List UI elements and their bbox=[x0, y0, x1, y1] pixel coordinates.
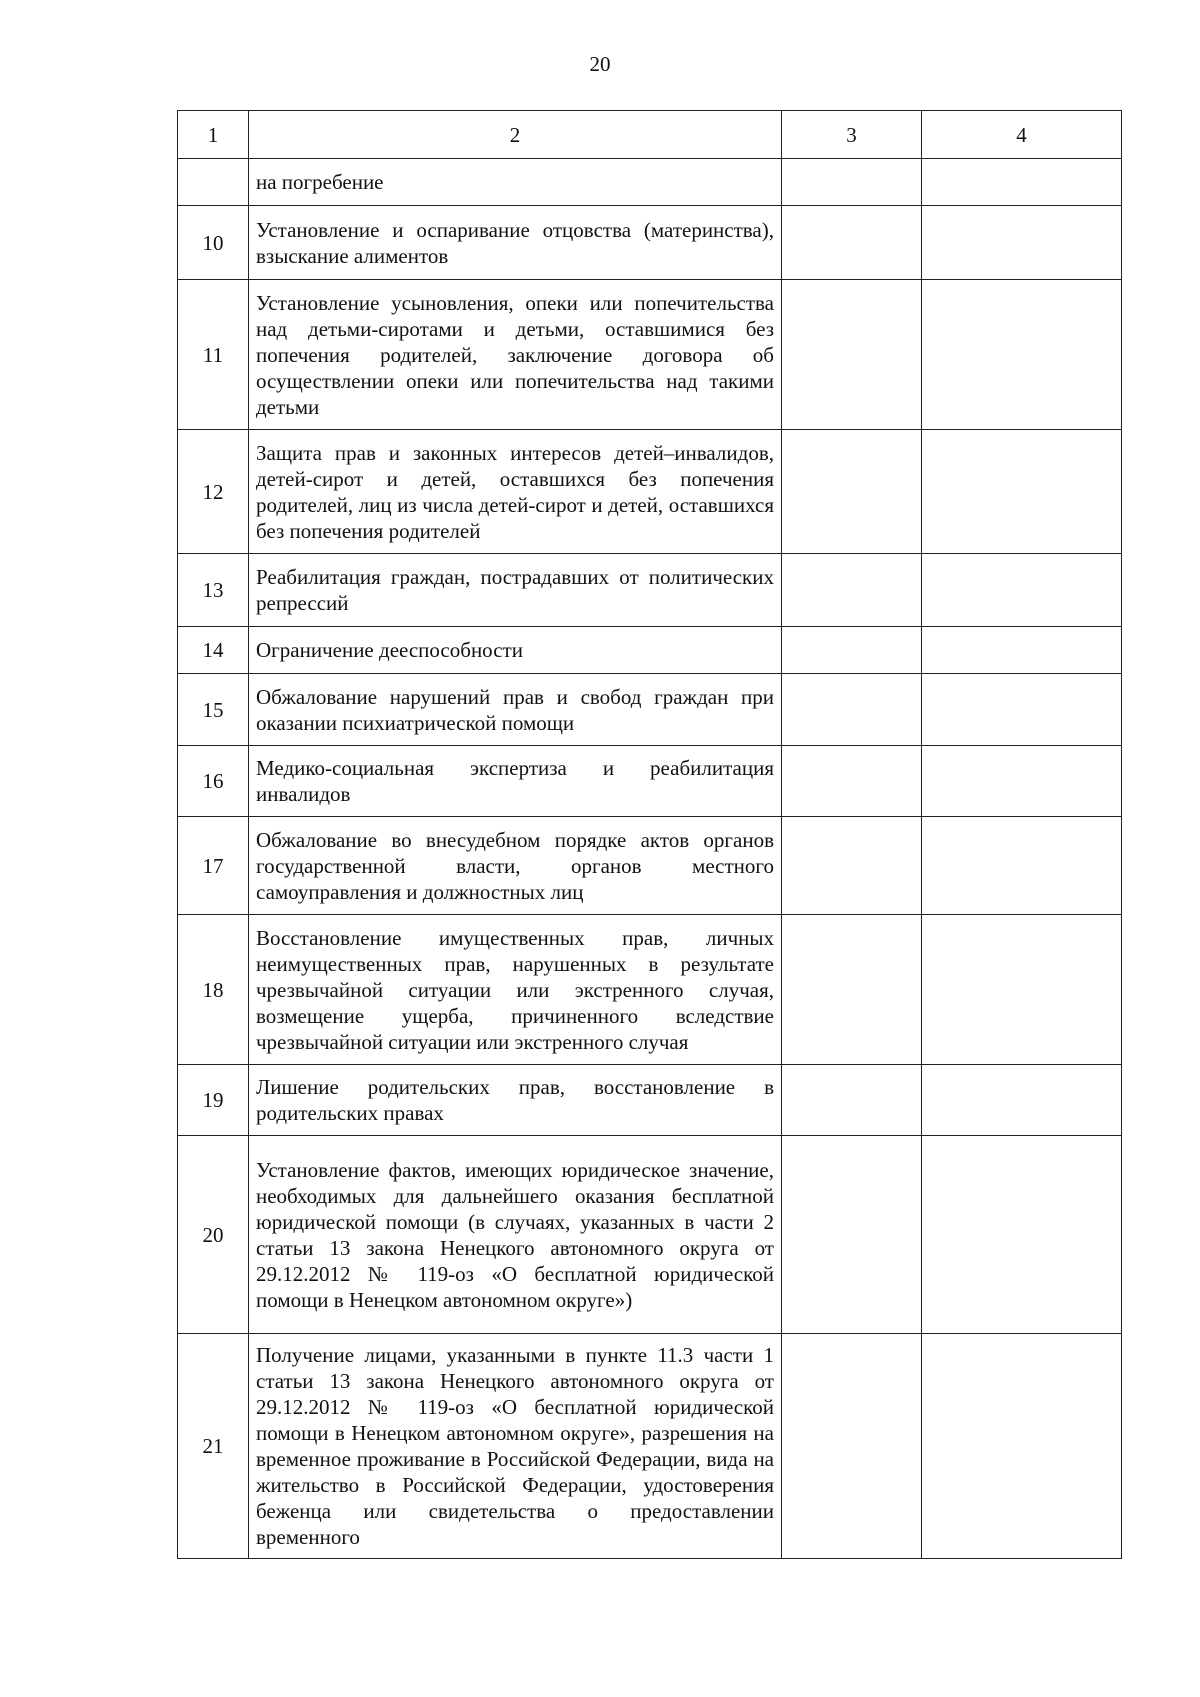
header-cell-3: 3 bbox=[782, 111, 922, 159]
document-table bbox=[177, 110, 1122, 1559]
row-cell-3 bbox=[782, 280, 922, 430]
row-cell-4 bbox=[922, 1065, 1122, 1136]
row-number: 21 bbox=[178, 1334, 249, 1559]
row-description: Медико-социальная экспертиза и реабилитация инвалидов bbox=[249, 746, 782, 817]
row-description: Ограничение дееспособности bbox=[249, 627, 782, 674]
row-cell-3 bbox=[782, 674, 922, 746]
row-description: Лишение родительских прав, восстановление в родительских правах bbox=[249, 1065, 782, 1136]
row-cell-3 bbox=[782, 915, 922, 1065]
table-row bbox=[178, 674, 1122, 746]
row-cell-4 bbox=[922, 746, 1122, 817]
row-number: 17 bbox=[178, 817, 249, 915]
row-cell-4 bbox=[922, 554, 1122, 627]
row-number: 16 bbox=[178, 746, 249, 817]
row-cell-4 bbox=[922, 1334, 1122, 1559]
row-cell-3 bbox=[782, 1065, 922, 1136]
row-cell-4 bbox=[922, 915, 1122, 1065]
row-description: Получение лицами, указанными в пункте 11.3 части 1 статьи 13 закона Ненецкого автономного округа от 29.12.2012 № 119-оз «О бесплатной юридической помощи в Ненецком автономном округе», разрешения на временное проживание в Российской Федерации, вида на жительство в Российской Федерации, удостоверения беженца или свидетельства о предоставлении временного bbox=[249, 1334, 782, 1559]
row-number: 11 bbox=[178, 280, 249, 430]
row-cell-4 bbox=[922, 280, 1122, 430]
table-row bbox=[178, 159, 1122, 206]
table-header-row bbox=[178, 111, 1122, 159]
table-row bbox=[178, 1136, 1122, 1334]
row-cell-4 bbox=[922, 430, 1122, 554]
row-number: 12 bbox=[178, 430, 249, 554]
page-number: 20 bbox=[589, 52, 611, 76]
row-description: на погребение bbox=[249, 159, 782, 206]
table-row bbox=[178, 746, 1122, 817]
row-cell-4 bbox=[922, 817, 1122, 915]
table-row bbox=[178, 915, 1122, 1065]
table-row bbox=[178, 1065, 1122, 1136]
row-number: 15 bbox=[178, 674, 249, 746]
row-description: Восстановление имущественных прав, личных неимущественных прав, нарушенных в результате чрезвычайной ситуации или экстренного случая, возмещение ущерба, причиненного вследствие чрезвычайной ситуации или экстренного случая bbox=[249, 915, 782, 1065]
table-row bbox=[178, 627, 1122, 674]
row-number: 20 bbox=[178, 1136, 249, 1334]
table-row bbox=[178, 280, 1122, 430]
row-description: Установление и оспаривание отцовства (материнства), взыскание алиментов bbox=[249, 206, 782, 280]
row-cell-4 bbox=[922, 159, 1122, 206]
row-number: 13 bbox=[178, 554, 249, 627]
row-cell-3 bbox=[782, 746, 922, 817]
row-cell-3 bbox=[782, 206, 922, 280]
table-row bbox=[178, 1334, 1122, 1559]
row-cell-3 bbox=[782, 627, 922, 674]
row-number: 18 bbox=[178, 915, 249, 1065]
table-row bbox=[178, 817, 1122, 915]
table-row bbox=[178, 554, 1122, 627]
row-description: Реабилитация граждан, пострадавших от политических репрессий bbox=[249, 554, 782, 627]
row-description: Защита прав и законных интересов детей–инвалидов, детей-сирот и детей, оставшихся без попечения родителей, лиц из числа детей-сирот и детей, оставшихся без попечения родителей bbox=[249, 430, 782, 554]
header-cell-4: 4 bbox=[922, 111, 1122, 159]
row-cell-3 bbox=[782, 430, 922, 554]
row-cell-3 bbox=[782, 159, 922, 206]
table-row bbox=[178, 206, 1122, 280]
row-cell-3 bbox=[782, 1136, 922, 1334]
row-description: Обжалование нарушений прав и свобод граждан при оказании психиатрической помощи bbox=[249, 674, 782, 746]
row-cell-4 bbox=[922, 627, 1122, 674]
row-number: 14 bbox=[178, 627, 249, 674]
row-cell-3 bbox=[782, 817, 922, 915]
row-number: 19 bbox=[178, 1065, 249, 1136]
row-cell-4 bbox=[922, 674, 1122, 746]
row-number bbox=[178, 159, 249, 206]
row-cell-4 bbox=[922, 206, 1122, 280]
row-cell-3 bbox=[782, 1334, 922, 1559]
row-cell-3 bbox=[782, 554, 922, 627]
row-number: 10 bbox=[178, 206, 249, 280]
header-cell-1: 1 bbox=[178, 111, 249, 159]
header-cell-2: 2 bbox=[249, 111, 782, 159]
table-row bbox=[178, 430, 1122, 554]
row-cell-4 bbox=[922, 1136, 1122, 1334]
row-description: Установление фактов, имеющих юридическое значение, необходимых для дальнейшего оказания бесплатной юридической помощи (в случаях, указанных в части 2 статьи 13 закона Ненецкого автономного округа от 29.12.2012 № 119-оз «О бесплатной юридической помощи в Ненецком автономном округе») bbox=[249, 1136, 782, 1334]
row-description: Обжалование во внесудебном порядке актов органов государственной власти, органов местного самоуправления и должностных лиц bbox=[249, 817, 782, 915]
row-description: Установление усыновления, опеки или попечительства над детьми-сиротами и детьми, оставшимися без попечения родителей, заключение договора об осуществлении опеки или попечительства над такими детьми bbox=[249, 280, 782, 430]
